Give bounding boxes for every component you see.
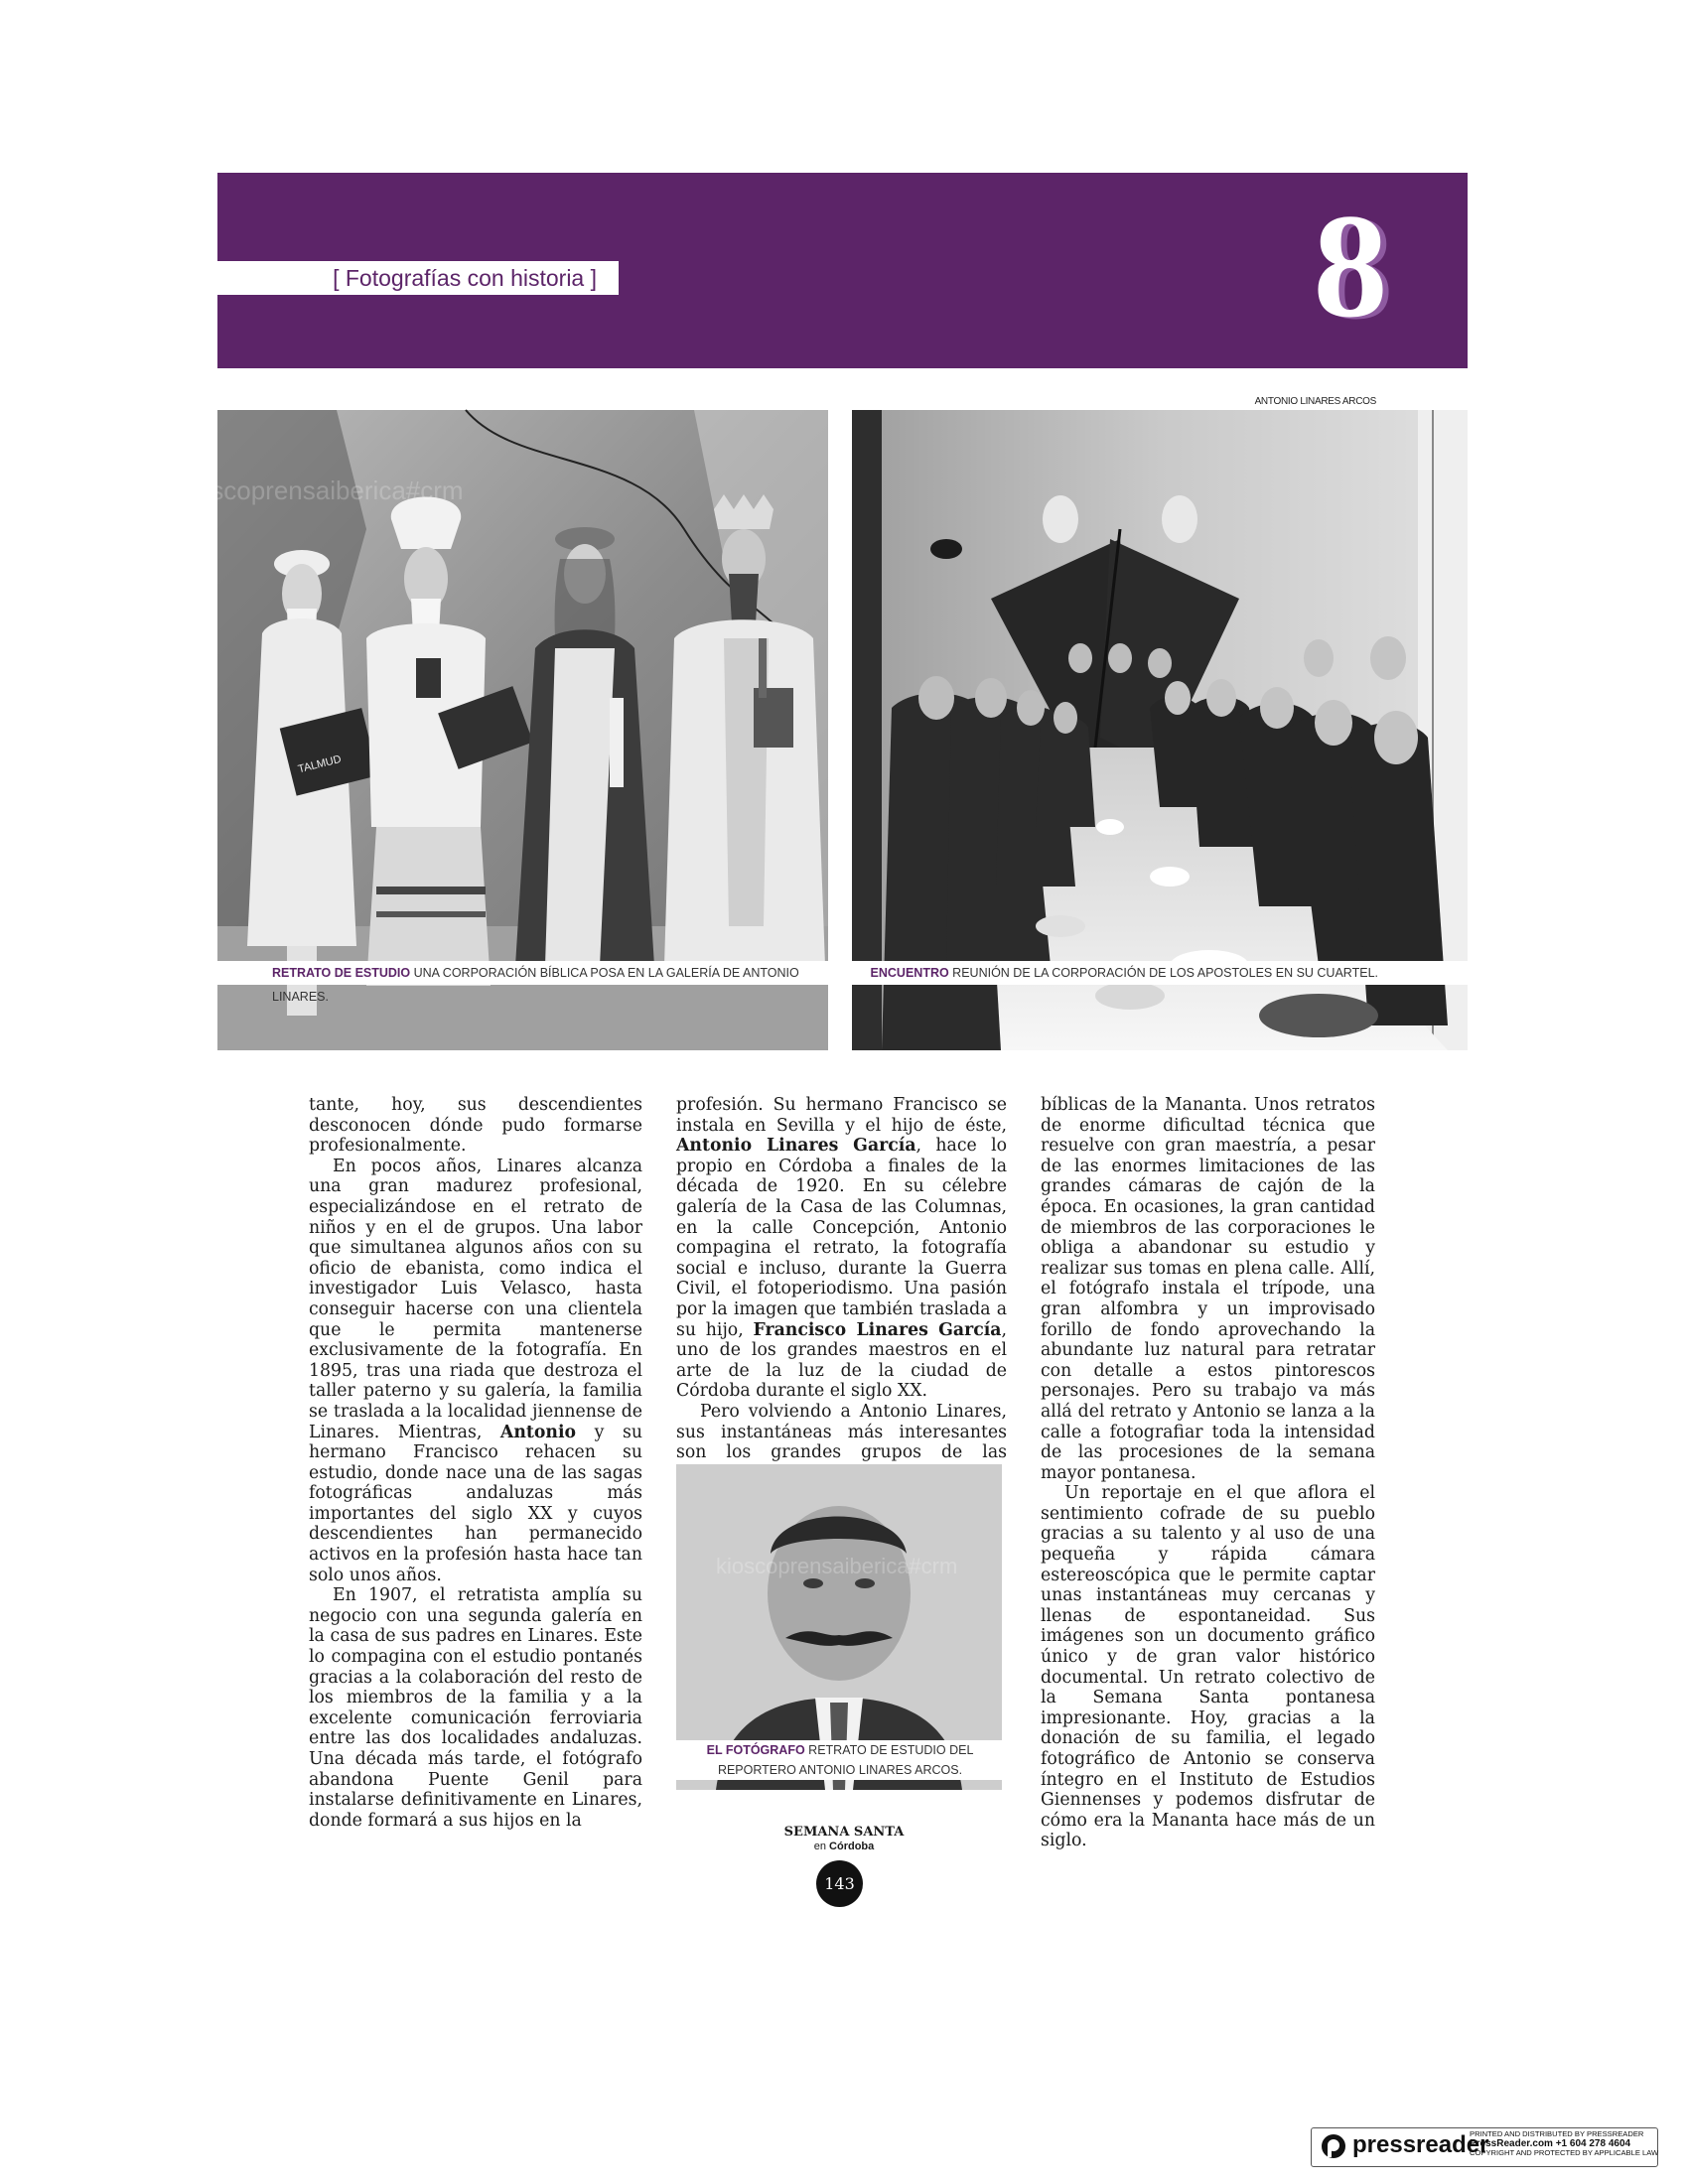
caption-head: EL FOTÓGRAFO: [706, 1743, 805, 1757]
watermark: kioscoprensaiberica#crm: [178, 476, 464, 505]
column-paragraphs: [676, 1095, 1007, 1483]
caption-text: RETRATO DE ESTUDIO DEL REPORTERO ANTONIO LINARES ARCOS.: [717, 1743, 974, 1777]
text-run: bíblicas de la Mananta. Unos retratos de enorme dificultad técnica que resuelve con gran maestría, a pesar de las enormes limitaciones de las grandes cámaras de cajón de la época. En ocasiones, la gran cantidad de miembros de las corporaciones le obliga a abandonar su estudio y realizar sus tomas en plena calle. Allí, el fotógrafo instala el trípode, una gran alfombra y un improvisado forillo de fondo aprovechando la abundante luz natural para retratar con detalle a estos pintorescos personajes. Pero su trabajo va más allá del retrato y Antonio se lanza a la calle a fotografiar toda la intensidad de las procesiones de la semana mayor pontanesa.: [1041, 1095, 1375, 1483]
caption-text: REUNIÓN DE LA CORPORACIÓN DE LOS APOSTOLES EN SU CUARTEL.: [948, 966, 1378, 980]
article-paragraph: [1041, 1483, 1375, 1851]
pressreader-line-2: PressReader.com +1 604 278 4604: [1470, 2138, 1631, 2150]
photo-biblical-corporation: [178, 410, 828, 1050]
subtitle-city: Córdoba: [829, 1841, 875, 1852]
pressreader-logo-icon: [1319, 2131, 1348, 2161]
caption-text: UNA CORPORACIÓN BÍBLICA POSA EN LA GALERÍA DE ANTONIO LINARES.: [272, 966, 799, 1004]
text-run: , hace lo propio en Córdoba a finales de la década de 1920. En su célebre galería de la Casa de las Columnas, en la calle Concepción, Antonio compagina el retrato, la fotografía social e incluso, durante la Guerra Civil, el fotoperiodismo. Una pasión por la imagen que también traslada a su hijo,: [676, 1136, 1008, 1340]
publication-title: SEMANA SANTA: [783, 1825, 905, 1840]
article-column-2: [676, 1095, 1007, 1483]
chapter-number: 8: [1313, 184, 1388, 348]
article-paragraph: [676, 1095, 1007, 1402]
column-paragraphs: [1041, 1095, 1375, 1851]
text-run: En 1907, el retratista amplía su negocio con una segunda galería en la casa de sus padres en Linares. Este lo compagina con el estudio pontanés gracias a la colaboración del resto de los miembros de la familia y a la excelente comunicación ferroviaria entre las dos localidades andaluzas. Una década más tarde, el fotógrafo abandona Puente Genil para instalarse definitivamente en Linares, donde formará a sus hijos en la: [309, 1585, 642, 1831]
article-paragraph: [1041, 1095, 1375, 1483]
page-number: 143: [816, 1860, 863, 1907]
column-paragraphs: [309, 1095, 642, 1831]
photo-caption-1: [217, 961, 828, 1004]
article-paragraph: [309, 1585, 642, 1831]
bold-name: Antonio Linares García: [676, 1136, 916, 1157]
pressreader-line-3: COPYRIGHT AND PROTECTED BY APPLICABLE LAW: [1470, 2148, 1659, 2158]
article-column-3: [1041, 1095, 1375, 1851]
article-column-1: [309, 1095, 642, 1831]
bold-name: Antonio: [499, 1422, 577, 1442]
photo-caption-2: [852, 961, 1468, 985]
book-inscription: TALMUD: [296, 752, 343, 776]
portrait-caption: [676, 1740, 1004, 1780]
watermark: kioscoprensaiberica#crm: [716, 1554, 958, 1578]
caption-head: RETRATO DE ESTUDIO: [272, 966, 411, 980]
text-run: En pocos años, Linares alcanza una gran madurez profesional, especializándose en el retrato de niños y en el de grupos. Una labor que simultanea algunos años con su oficio de ebanista, como indica el investigador Luis Velasco, hasta conseguir hacerse con una clientela que le permita mantenerse exclusivamente de la fotografía. En 1895, tras una riada que destroza el taller paterno y su galería, la familia se traslada a la localidad jiennense de Linares. Mientras,: [309, 1156, 642, 1442]
pressreader-brand: pressreader: [1352, 2131, 1489, 2158]
caption-head: ENCUENTRO: [870, 966, 949, 980]
section-label: [ Fotografías con historia ]: [217, 261, 619, 295]
text-run: Un reportaje en el que aflora el sentimiento cofrade de su pueblo gracias a su talento y al uso de una pequeña y rápida cámara estereoscópica que le permite captar unas instantáneas muy cercanas y llenas de espontaneidad. Sus imágenes son un documento gráfico único y de gran valor histórico documental. Un retrato colectivo de la Semana Santa pontanesa impresionante. Hoy, gracias a la donación de su familia, el legado fotográfico de Antonio se conserva íntegro en el Instituto de Estudios Giennenses y podemos disfrutar de cómo era la Mananta hace más de un siglo.: [1041, 1483, 1375, 1851]
text-run: tante, hoy, sus descendientes desconocen dónde pudo formarse profesionalmente.: [309, 1095, 642, 1157]
pressreader-line-1: PRINTED AND DISTRIBUTED BY PRESSREADER: [1470, 2129, 1644, 2138]
text-run: Pero volviendo a Antonio Linares, sus instantáneas más interesantes son los grandes grupos de las: [676, 1401, 1007, 1463]
text-run: , uno de los grandes maestros en el arte de la luz de la ciudad de Córdoba durante el siglo XX.: [676, 1319, 1007, 1402]
pressreader-info: [1470, 2129, 1659, 2158]
bold-name: Francisco Linares García: [753, 1319, 1002, 1340]
text-run: profesión. Su hermano Francisco se instala en Sevilla y el hijo de éste,: [676, 1095, 1007, 1136]
publication-subtitle: [755, 1840, 933, 1853]
photo-credit: ANTONIO LINARES ARCOS: [1254, 396, 1376, 407]
text-run: y su hermano Francisco rehacen su estudio, donde nace una de las sagas fotográficas andaluzas más importantes del siglo XX y cuyos descendientes han permanecido activos en la profesión hasta hace tan solo unos años.: [309, 1422, 642, 1585]
article-paragraph: [309, 1095, 642, 1157]
subtitle-prefix: en: [813, 1841, 830, 1852]
photo-apostles-meeting: [852, 410, 1468, 1050]
article-paragraph: [309, 1157, 642, 1585]
